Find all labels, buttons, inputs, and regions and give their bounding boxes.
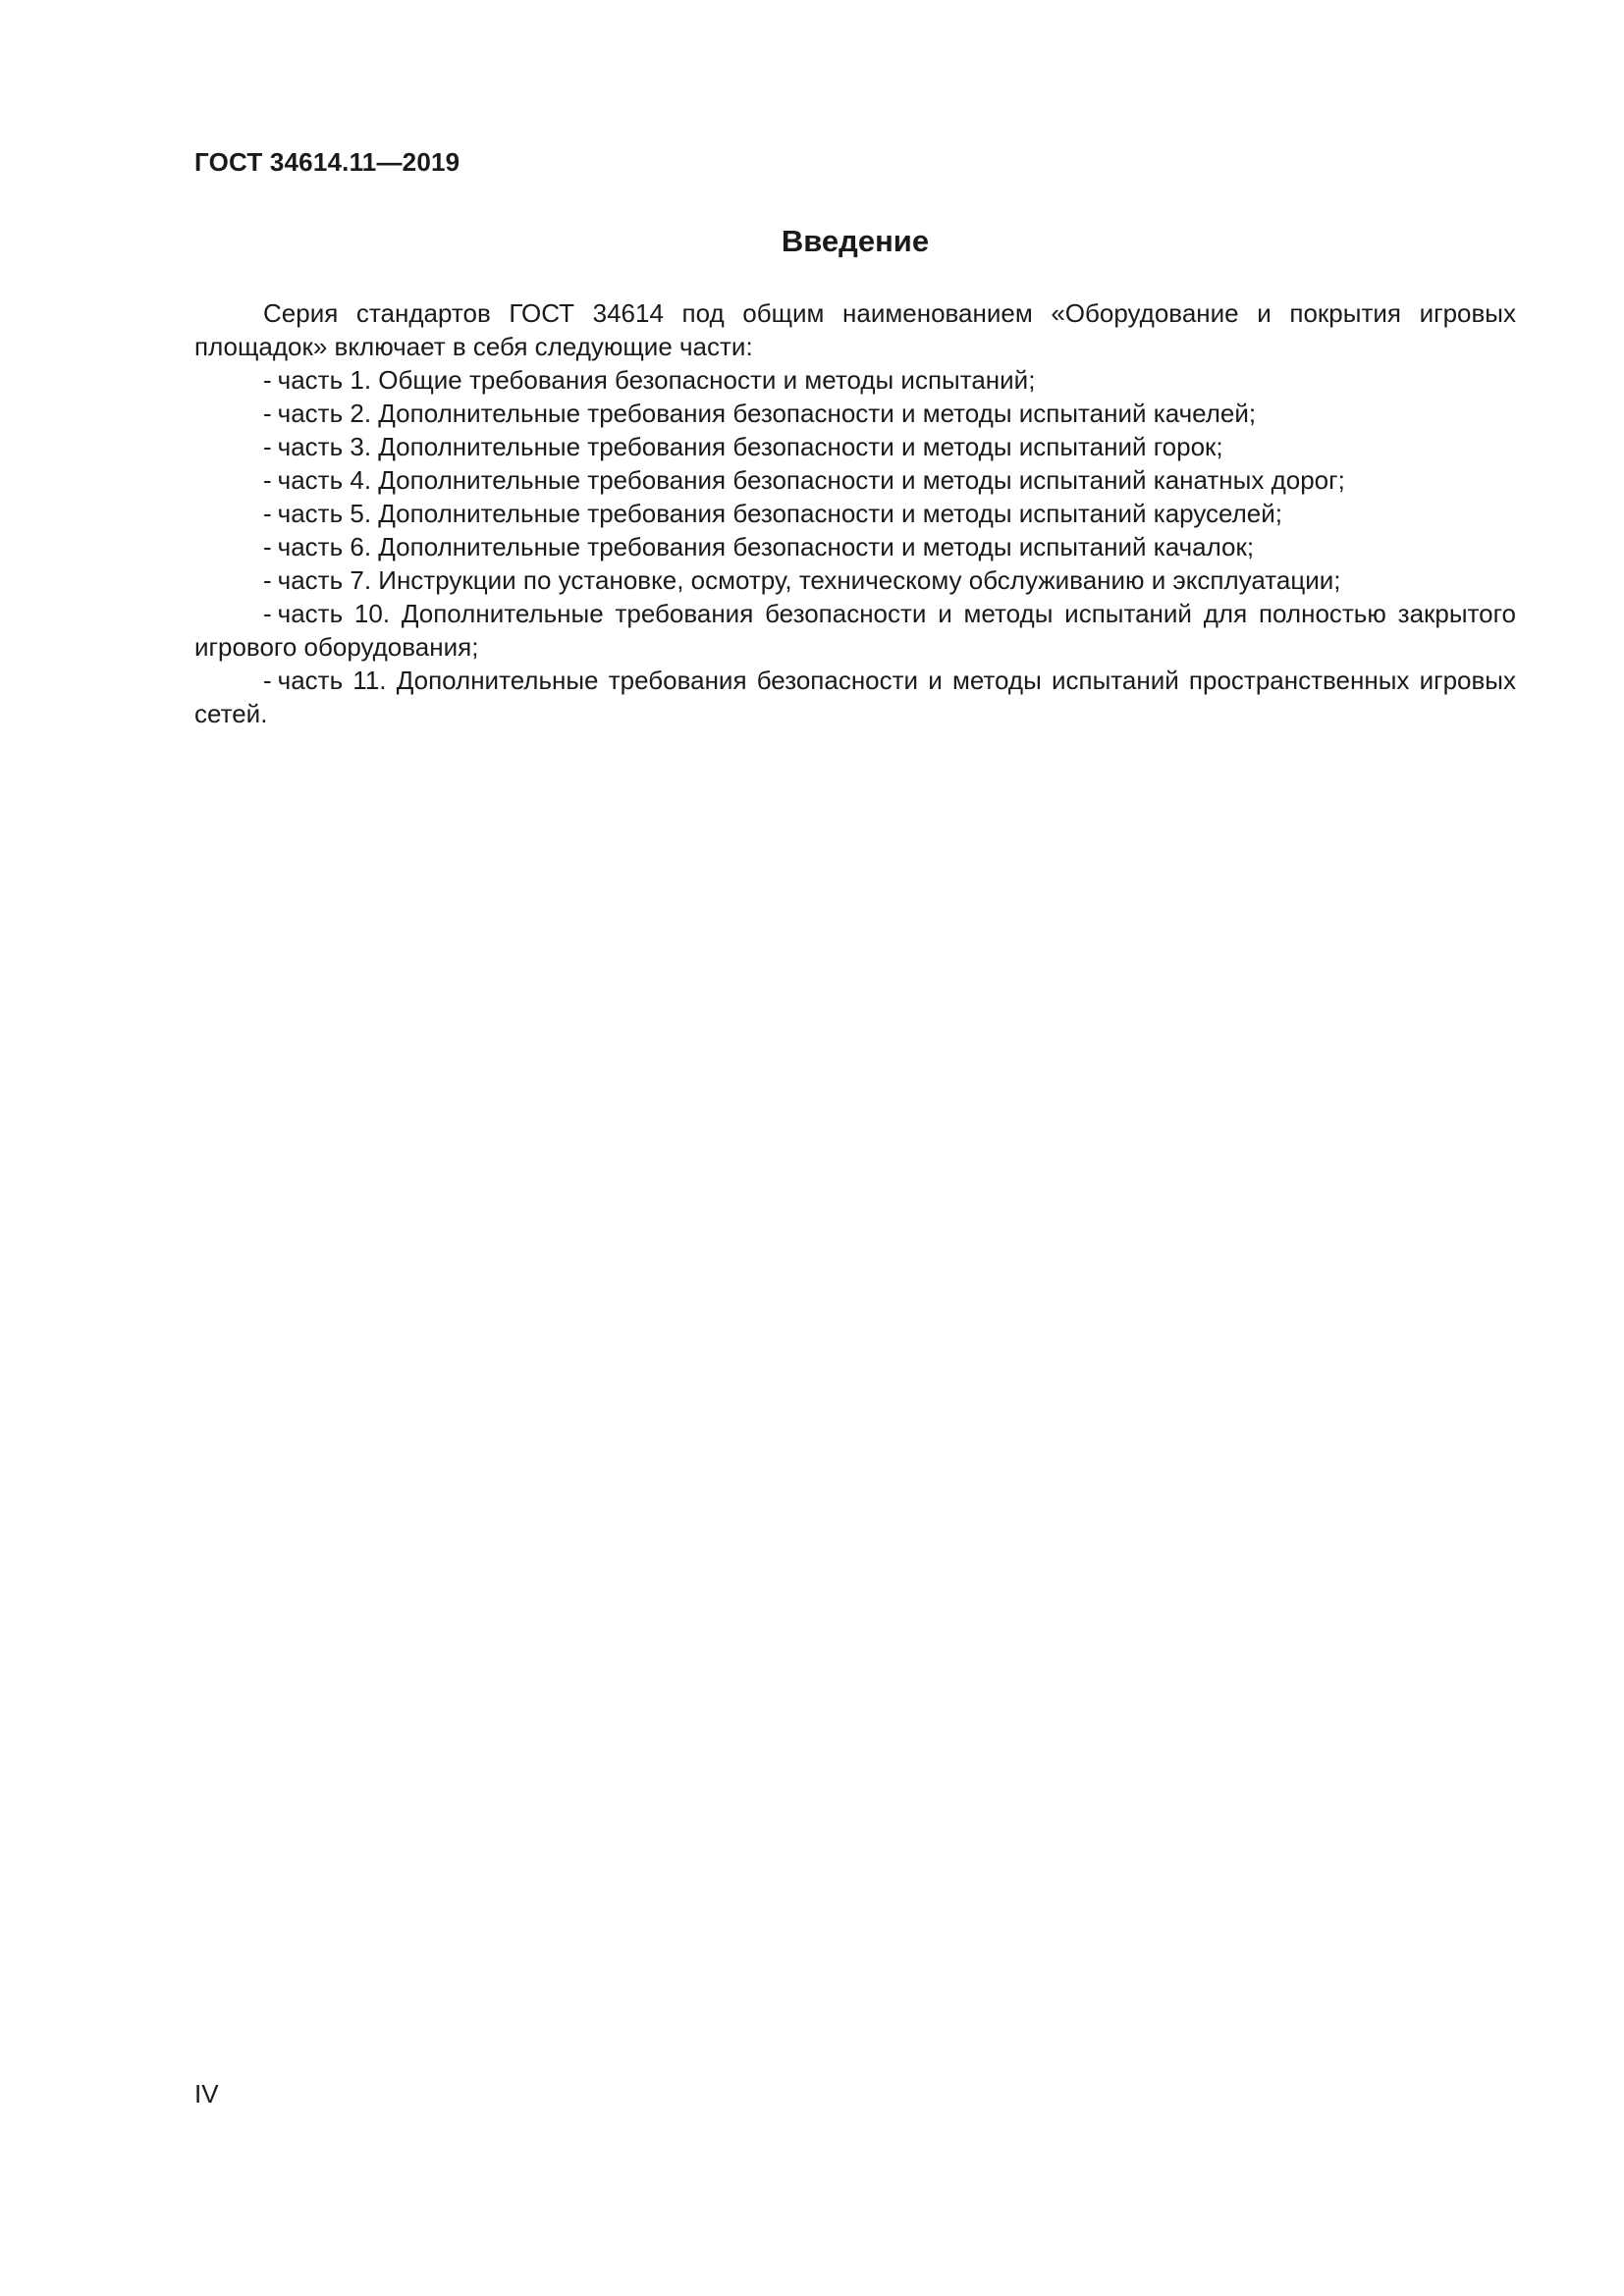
section-title: Введение [781, 224, 930, 258]
list-item-text: часть 3. Дополнительные требования безопасности и методы испытаний горок; [277, 432, 1223, 461]
document-code: ГОСТ 34614.11—2019 [194, 147, 460, 177]
list-item-text: часть 5. Дополнительные требования безопасности и методы испытаний каруселей; [277, 499, 1283, 528]
list-dash: - [263, 499, 272, 528]
list-item [194, 563, 1516, 597]
list-dash: - [263, 666, 272, 695]
list-item-text: часть 7. Инструкции по установке, осмотру, техническому обслуживанию и эксплуатации; [277, 565, 1341, 595]
list-dash: - [263, 599, 272, 628]
list-dash: - [263, 565, 272, 595]
list-dash: - [263, 465, 272, 495]
list-item [194, 363, 1516, 397]
list-item-text: часть 2. Дополнительные требования безопасности и методы испытаний качелей; [277, 399, 1257, 428]
intro-paragraph: Серия стандартов ГОСТ 34614 под общим наименованием «Оборудование и покрытия игровых площадок» включает в себя следующие части: [194, 298, 1516, 361]
parts-list [194, 363, 1516, 730]
list-item [194, 430, 1516, 463]
list-item-text: часть 4. Дополнительные требования безопасности и методы испытаний канатных дорог; [277, 465, 1345, 495]
list-dash: - [263, 365, 272, 395]
list-item [194, 397, 1516, 430]
list-dash: - [263, 399, 272, 428]
list-item-text: часть 1. Общие требования безопасности и методы испытаний; [277, 365, 1036, 395]
list-dash: - [263, 532, 272, 561]
list-item-text: часть 11. Дополнительные требования безопасности и методы испытаний пространственных игровых сетей. [194, 666, 1516, 728]
list-item [194, 497, 1516, 530]
list-dash: - [263, 432, 272, 461]
section-body [194, 296, 1516, 730]
list-item [194, 597, 1516, 664]
list-item [194, 664, 1516, 730]
list-item-text: часть 6. Дополнительные требования безопасности и методы испытаний качалок; [277, 532, 1255, 561]
list-item-text: часть 10. Дополнительные требования безопасности и методы испытаний для полностью закрытого игрового оборудования; [194, 599, 1516, 662]
list-item [194, 463, 1516, 497]
list-item [194, 530, 1516, 563]
page-number: IV [194, 2079, 219, 2109]
